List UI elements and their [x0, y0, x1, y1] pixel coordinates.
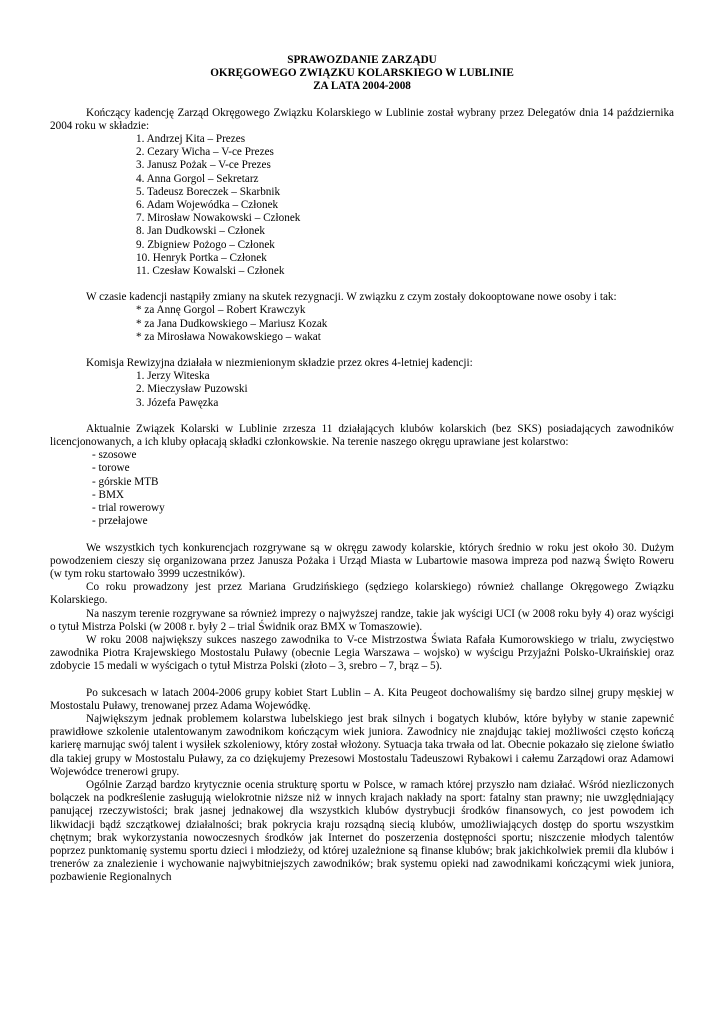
board-member: 5. Tadeusz Boreczek – Skarbnik	[136, 185, 281, 198]
disciplines-list	[50, 449, 674, 528]
competitions-paragraph: We wszystkich tych konkurencjach rozgrywane są w okręgu zawody kolarskie, których średnio w roku jest około 30. Dużym powodzeniem cieszy się organizowana przez Janusza Pożaka i Urząd Miasta w Lubartowie masowa impreza pod nazwą Święto Roweru (w tym roku startowało 3999 uczestników).	[50, 541, 674, 580]
structure-paragraph: Ogólnie Zarząd bardzo krytycznie ocenia strukturę sportu w Polsce, w ramach której przyszło nam działać. Wśród niezliczonych bolączek na podkreślenie zasługują wielokrotnie niższe niż w innych krajach nakłady na sport: fatalny stan prawny; nie uwzględniający panującej rzeczywistości; brak jasnej jednakowej dla wszystkich klubów dystrybucji środków finansowych, co jest powodem ich likwidacji bądź szczątkowej działalności; brak pokrycia kraju rozsądną siecią klubów, umożliwiających dostęp do sportu wszystkim chętnym; brak wykorzystania nowoczesnych środków jak Internet do poszerzenia dostępności sportu; niszczenie młodych talentów poprzez punktomanię systemu sportu dzieci i młodzieży, od której uzależnione są finanse klubów; brak jakichkolwiek premii dla klubów i trenerów za znalezienie i wychowanie najwybitniejszych zawodników; brak systemu opieki nad zawodnikami kończącymi wiek juniora, pozbawienie Regionalnych	[50, 778, 674, 884]
title-line-1: SPRAWOZDANIE ZARZĄDU	[287, 54, 437, 66]
board-member: 8. Jan Dudkowski – Członek	[136, 225, 265, 238]
board-member: 6. Adam Wojewódka – Członek	[136, 199, 279, 212]
audit-paragraph: Komisja Rewizyjna działała w niezmienionym składzie przez okres 4-letniej kadencji:	[86, 357, 473, 370]
board-member: 11. Czesław Kowalski – Członek	[136, 265, 285, 278]
board-member: 3. Janusz Pożak – V-ce Prezes	[136, 159, 271, 172]
board-member: 9. Zbigniew Pożogo – Członek	[136, 238, 275, 251]
title-line-3: ZA LATA 2004-2008	[313, 80, 411, 93]
discipline-item: - torowe	[92, 462, 130, 475]
audit-member: 3. Józefa Pawęzka	[136, 396, 219, 409]
change-item: * za Annę Gorgol – Robert Krawczyk	[136, 304, 306, 317]
title-line-2: OKRĘGOWEGO ZWIĄZKU KOLARSKIEGO W LUBLINIE	[210, 67, 514, 80]
clubs-paragraph: Aktualnie Związek Kolarski w Lublinie zrzesza 11 działających klubów kolarskich (bez SKS) posiadających zawodników licencjonowanych, a ich kluby opłacają składki członkowskie. Na terenie naszego okręgu uprawiane jest kolarstwo:	[50, 422, 674, 449]
board-member: 7. Mirosław Nowakowski – Członek	[136, 212, 301, 225]
success-paragraph: W roku 2008 największy sukces naszego zawodnika to V-ce Mistrzostwa Świata Rafała Kumorowskiego w trialu, zwycięstwo zawodnika Piotra Krajewskiego Mostostalu Puławy (obecnie Legia Warszawa – wojsko) w wyścigu Przyjaźni Polsko-Ukraińskiej oraz zdobycie 15 medali w wyścigach o tytuł Mistrza Polski (złoto – 3, srebro – 7, brąz – 5).	[50, 633, 674, 673]
board-member: 2. Cezary Wicha – V-ce Prezes	[136, 146, 274, 159]
audit-member: 2. Mieczysław Puzowski	[136, 383, 248, 396]
changes-list	[50, 304, 674, 344]
audit-list	[50, 370, 674, 410]
board-member: 4. Anna Gorgol – Sekretarz	[136, 172, 259, 185]
change-item: * za Mirosława Nowakowskiego – wakat	[136, 330, 321, 343]
challenge-paragraph: Co roku prowadzony jest przez Mariana Grudzińskiego (sędziego kolarskiego) również challange Okręgowego Związku Kolarskiego.	[50, 581, 674, 607]
audit-member: 1. Jerzy Witeska	[136, 370, 210, 383]
document-title	[50, 54, 674, 94]
change-item: * za Jana Dudkowskiego – Mariusz Kozak	[136, 317, 328, 330]
discipline-item: - górskie MTB	[92, 475, 159, 488]
events-paragraph: Na naszym terenie rozgrywane sa również imprezy o najwyższej randze, takie jak wyścigi UCI (w 2008 roku były 4) oraz wyścigi o tytuł Mistrza Polski (w 2008 r. były 2 – trial Świdnik oraz BMX w Tomaszowie).	[50, 607, 674, 633]
board-member: 10. Henryk Portka – Członek	[136, 251, 267, 264]
discipline-item: - przełajowe	[92, 515, 148, 528]
intro-paragraph: Kończący kadencję Zarząd Okręgowego Związku Kolarskiego w Lublinie został wybrany przez Delegatów dnia 14 października 2004 roku w składzie:	[50, 106, 674, 132]
discipline-item: - szosowe	[92, 449, 137, 462]
discipline-item: - BMX	[92, 488, 125, 501]
board-list	[50, 133, 674, 278]
groups-paragraph: Po sukcesach w latach 2004-2006 grupy kobiet Start Lublin – A. Kita Peugeot dochowaliśmy się bardzo silnej grupy męskiej w Mostostalu Puławy, trenowanej przez Adama Wojewódkę.	[50, 686, 674, 712]
problems-paragraph: Największym jednak problemem kolarstwa lubelskiego jest brak silnych i bogatych klubów, które byłyby w stanie zapewnić prawidłowe szkolenie utalentowanym zawodnikom kończącym wiek juniora. Zawodnicy nie znajdując takiej możliwości często kończą karierę marnując swój talent i wysiłek szkoleniowy, który został włożony. Sytuacja taka trwała od lat. Obecnie pokazało się zielone światło dla takiej grupy w Mostostalu Puławy, za co dziękujemy Prezesowi Mostostalu Tadeuszowi Rybakowi i całemu Zarządowi oraz Adamowi Wojewódce trenerowi grupy.	[50, 712, 674, 778]
board-member: 1. Andrzej Kita – Prezes	[136, 133, 246, 146]
discipline-item: - trial rowerowy	[92, 502, 165, 515]
changes-paragraph: W czasie kadencji nastąpiły zmiany na skutek rezygnacji. W związku z czym zostały dokooptowane nowe osoby i tak:	[86, 291, 617, 304]
